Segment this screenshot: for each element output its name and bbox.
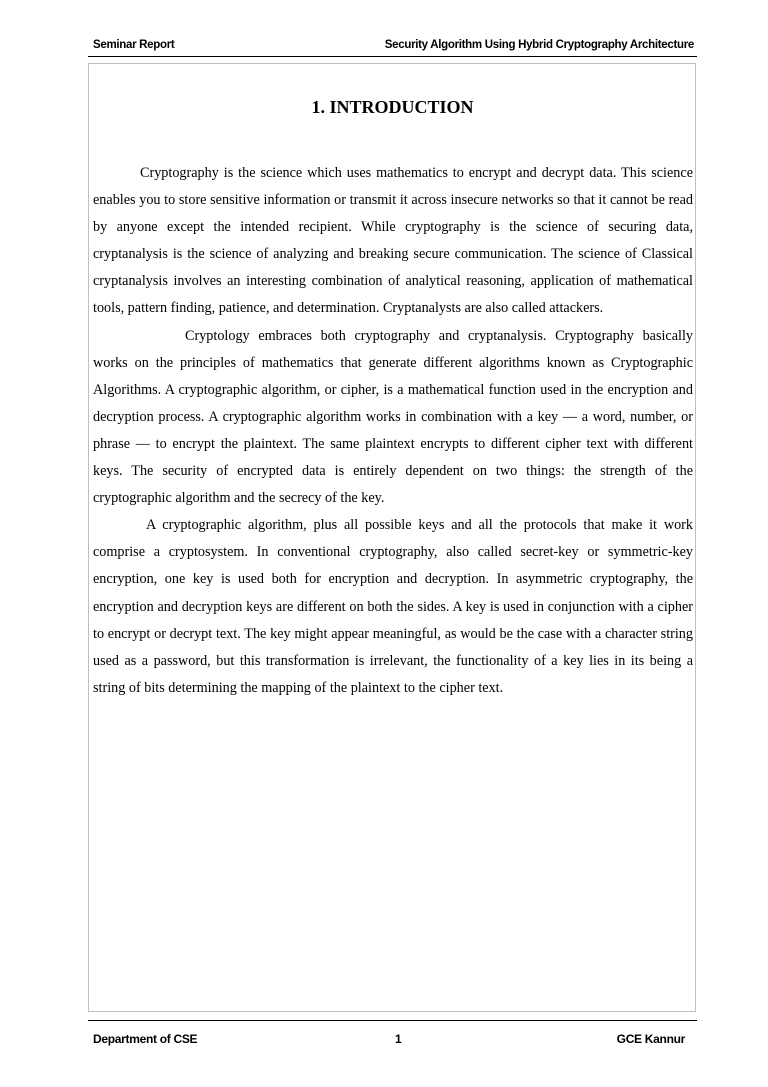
header-rule: [88, 56, 697, 57]
footer-left: Department of CSE: [93, 1032, 198, 1046]
paragraph-3: A cryptographic algorithm, plus all possible keys and all the protocols that make it work comprise a cryptosystem. In conventional cryptography, also called secret-key or symmetric-key encryption, one key is used both for encryption and decryption. In asymmetric cryptography, the encryption and decryption keys are different on both the sides. A key is used in conjunction with a cipher to encrypt or decrypt text. The key might appear meaningful, as would be the case with a character string used as a password, but this transformation is irrelevant, the functionality of a key lies in its being a string of bits determining the mapping of the plaintext to the cipher text.: [93, 517, 693, 696]
paragraph-2: Cryptology embraces both cryptography and cryptanalysis. Cryptography basically works on the principles of mathematics that generate different algorithms known as Cryptographic Algorithms. A cryptographic algorithm, or cipher, is a mathematical function used in the encryption and decryption process. A cryptographic algorithm works in combination with a key — a word, number, or phrase — to encrypt the plaintext. The same plaintext encrypts to different cipher text with different keys. The security of encrypted data is entirely dependent on two things: the strength of the cryptographic algorithm and the secrecy of the key.: [93, 327, 693, 507]
body-text: [93, 160, 693, 702]
header-left: Seminar Report: [93, 39, 175, 51]
footer-right: GCE Kannur: [616, 1032, 685, 1046]
footer-rule: [88, 1020, 697, 1021]
page-title: 1. INTRODUCTION: [311, 97, 474, 117]
header-right: Security Algorithm Using Hybrid Cryptography Architecture: [384, 39, 694, 51]
page-number: 1: [395, 1032, 402, 1046]
paragraph-1: Cryptography is the science which uses mathematics to encrypt and decrypt data. This science enables you to store sensitive information or transmit it across insecure networks so that it cannot be read by anyone except the intended recipient. While cryptography is the science of securing data, cryptanalysis is the science of analyzing and breaking secure communication. The science of Classical cryptanalysis involves an interesting combination of analytical reasoning, application of mathematical tools, pattern finding, patience, and determination. Cryptanalysts are also called attackers.: [93, 165, 693, 317]
